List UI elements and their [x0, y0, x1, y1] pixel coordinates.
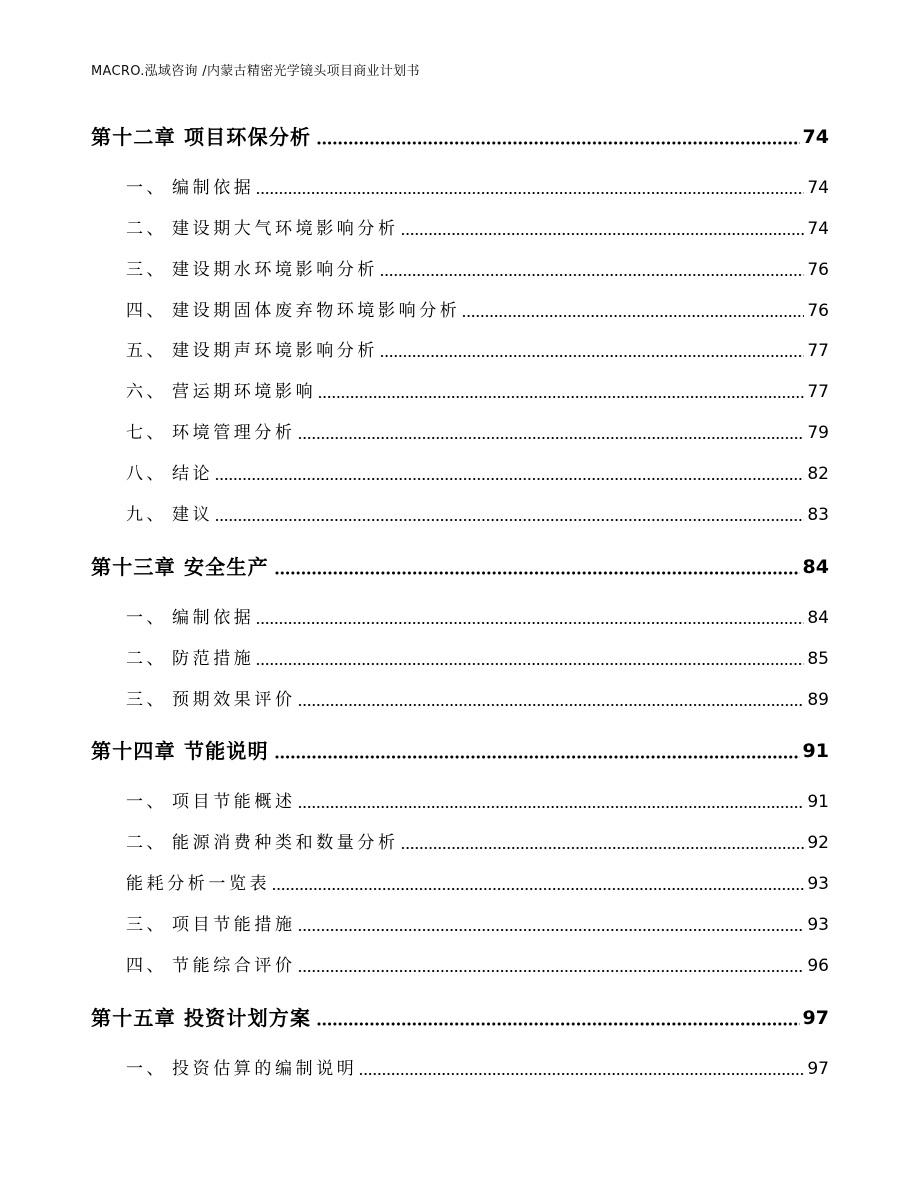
toc-section-title: 编制依据 [172, 178, 255, 198]
toc-page-number: 91 [807, 792, 829, 812]
toc-section-title: 营运期环境影响 [172, 382, 317, 402]
toc-table-entry[interactable] [91, 869, 829, 899]
toc-page-number: 93 [807, 874, 829, 894]
toc-section-entry[interactable] [91, 214, 829, 244]
dot-leader [275, 755, 800, 759]
dot-leader [215, 518, 804, 522]
toc-table-title: 能耗分析一览表 [126, 874, 271, 894]
toc-section-number: 一、 [126, 608, 167, 628]
toc-section-number: 三、 [126, 915, 167, 935]
toc-page-number: 93 [807, 915, 829, 935]
toc-page-number: 84 [802, 556, 829, 578]
toc-section-number: 二、 [126, 649, 167, 669]
toc-section-title: 投资估算的编制说明 [172, 1059, 358, 1079]
toc-section-entry[interactable] [91, 336, 829, 366]
toc-section-entry[interactable] [91, 1054, 829, 1084]
toc-chapter-14[interactable] [91, 736, 829, 766]
dot-leader [298, 805, 805, 809]
toc-section-title: 节能综合评价 [172, 956, 296, 976]
toc-chapter-title: 第十二章 项目环保分析 [91, 125, 312, 149]
toc-section-number: 二、 [126, 219, 167, 239]
toc-section-number: 四、 [126, 956, 167, 976]
toc-section-entry[interactable] [91, 500, 829, 530]
dot-leader [462, 314, 804, 318]
dot-leader [317, 141, 799, 145]
toc-page-number: 85 [807, 649, 829, 669]
dot-leader [298, 969, 805, 973]
toc-section-title: 环境管理分析 [172, 423, 296, 443]
toc-section-title: 建设期大气环境影响分析 [172, 219, 399, 239]
dot-leader [380, 354, 804, 358]
toc-page-number: 76 [807, 301, 829, 321]
dot-leader [256, 191, 804, 195]
running-header: MACRO.泓域咨询 /内蒙古精密光学镜头项目商业计划书 [91, 64, 420, 79]
toc-section-number: 一、 [126, 178, 167, 198]
toc-section-number: 一、 [126, 792, 167, 812]
dot-leader [401, 846, 805, 850]
toc-chapter-title: 第十五章 投资计划方案 [91, 1006, 312, 1030]
toc-chapter-title: 第十四章 节能说明 [91, 739, 269, 763]
toc-chapter-13[interactable] [91, 552, 829, 582]
dot-leader [359, 1072, 804, 1076]
toc-section-entry[interactable] [91, 603, 829, 633]
toc-section-number: 八、 [126, 464, 167, 484]
toc-section-title: 建议 [172, 505, 214, 525]
toc-section-entry[interactable] [91, 828, 829, 858]
toc-section-title: 结论 [172, 464, 214, 484]
toc-section-entry[interactable] [91, 296, 829, 326]
toc-section-entry[interactable] [91, 951, 829, 981]
toc-page-number: 97 [807, 1059, 829, 1079]
dot-leader [380, 273, 804, 277]
toc-section-number: 三、 [126, 690, 167, 710]
toc-section-title: 编制依据 [172, 608, 255, 628]
dot-leader [298, 928, 805, 932]
toc-section-title: 预期效果评价 [172, 690, 296, 710]
dot-leader [298, 436, 805, 440]
toc-section-number: 二、 [126, 833, 167, 853]
dot-leader [318, 395, 804, 399]
toc-section-number: 三、 [126, 260, 167, 280]
toc-section-entry[interactable] [91, 644, 829, 674]
toc-chapter-12[interactable] [91, 122, 829, 152]
toc-page-number: 96 [807, 956, 829, 976]
toc-page-number: 82 [807, 464, 829, 484]
toc-section-title: 防范措施 [172, 649, 255, 669]
toc-section-number: 一、 [126, 1059, 167, 1079]
toc-section-entry[interactable] [91, 685, 829, 715]
toc-page-number: 97 [802, 1007, 829, 1029]
toc-page-number: 79 [807, 423, 829, 443]
toc-section-entry[interactable] [91, 377, 829, 407]
dot-leader [215, 477, 804, 481]
toc-page-number: 91 [802, 740, 829, 762]
toc-page-number: 76 [807, 260, 829, 280]
toc-section-title: 能源消费种类和数量分析 [172, 833, 399, 853]
toc-page-number: 84 [807, 608, 829, 628]
toc-section-entry[interactable] [91, 787, 829, 817]
dot-leader [401, 232, 805, 236]
toc-section-entry[interactable] [91, 173, 829, 203]
toc-chapter-15[interactable] [91, 1003, 829, 1033]
dot-leader [272, 887, 804, 891]
toc-section-title: 项目节能措施 [172, 915, 296, 935]
dot-leader [317, 1022, 799, 1026]
toc-page-number: 89 [807, 690, 829, 710]
toc-section-title: 建设期声环境影响分析 [172, 341, 378, 361]
toc-page-number: 77 [807, 382, 829, 402]
toc-section-number: 九、 [126, 505, 167, 525]
toc-page-number: 83 [807, 505, 829, 525]
toc-section-entry[interactable] [91, 459, 829, 489]
toc-page-number: 74 [807, 178, 829, 198]
toc-page-number: 74 [807, 219, 829, 239]
toc-section-number: 六、 [126, 382, 167, 402]
toc-section-number: 七、 [126, 423, 167, 443]
toc-section-number: 四、 [126, 301, 167, 321]
toc-section-entry[interactable] [91, 255, 829, 285]
toc-section-title: 建设期固体废弃物环境影响分析 [172, 301, 461, 321]
dot-leader [256, 621, 804, 625]
toc-chapter-title: 第十三章 安全生产 [91, 555, 269, 579]
toc-page-number: 77 [807, 341, 829, 361]
toc-section-title: 建设期水环境影响分析 [172, 260, 378, 280]
dot-leader [298, 703, 805, 707]
toc-section-number: 五、 [126, 341, 167, 361]
toc-section-entry[interactable] [91, 418, 829, 448]
toc-page-number: 74 [802, 126, 829, 148]
toc-section-entry[interactable] [91, 910, 829, 940]
toc-section-title: 项目节能概述 [172, 792, 296, 812]
toc-page-number: 92 [807, 833, 829, 853]
dot-leader [256, 662, 804, 666]
dot-leader [275, 571, 800, 575]
